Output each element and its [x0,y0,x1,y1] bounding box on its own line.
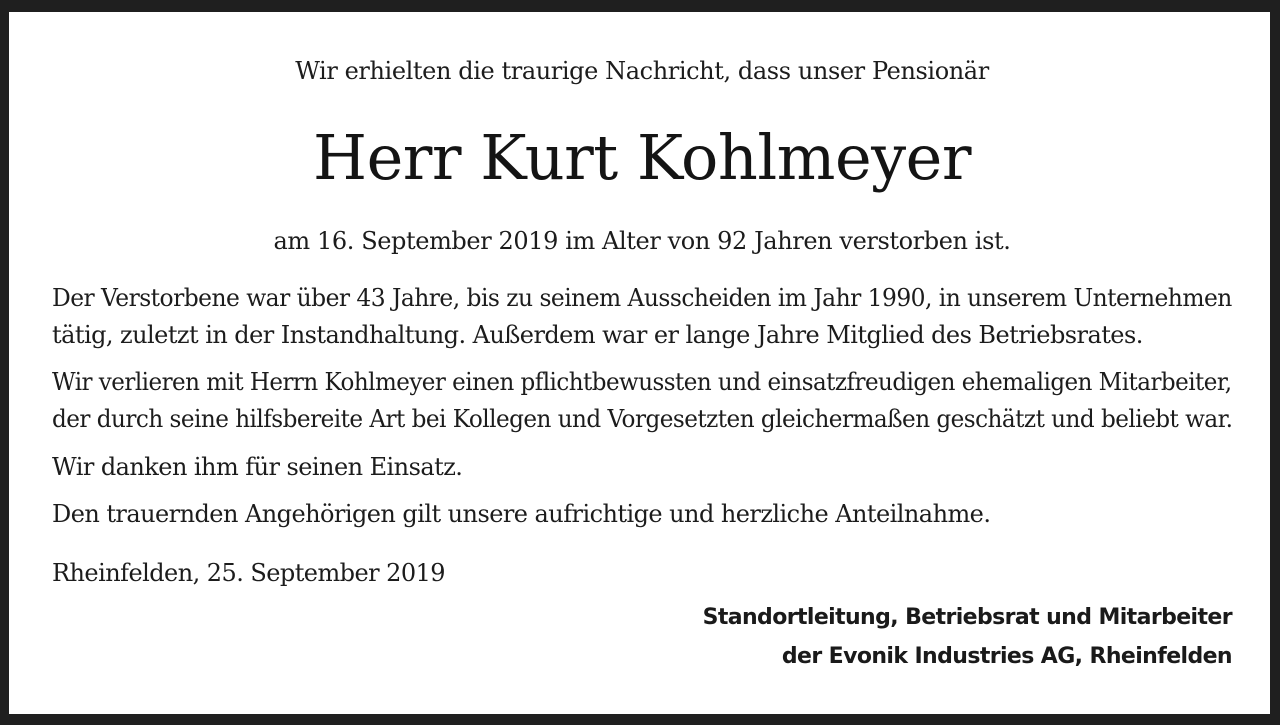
paragraph-career-line-2: tätig, zuletzt in der Instandhaltung. Außerdem war er lange Jahre Mitglied des Betriebsrates. [52,321,1143,349]
intro-text: Wir erhielten die traurige Nachricht, dass unser Pensionär [295,57,989,85]
death-date-text: am 16. September 2019 im Alter von 92 Jahren verstorben ist. [273,227,1011,255]
paragraph-tribute-line-2: der durch seine hilfsbereite Art bei Kollegen und Vorgesetzten gleichermaßen geschätzt und beliebt war. [52,405,1233,433]
paragraph-career-line-1: Der Verstorbene war über 43 Jahre, bis zu seinem Ausscheiden im Jahr 1990, in unserem Unternehmen [52,284,1232,312]
paragraph-tribute-line-1: Wir verlieren mit Herrn Kohlmeyer einen pflichtbewussten und einsatzfreudigen ehemaligen Mitarbeiter, [52,368,1232,396]
paragraph-condolences: Den trauernden Angehörigen gilt unsere aufrichtige und herzliche Anteilnahme. [52,500,991,528]
signature-line-1: Standortleitung, Betriebsrat und Mitarbeiter [702,605,1232,630]
place-and-date: Rheinfelden, 25. September 2019 [52,559,446,587]
deceased-name: Herr Kurt Kohlmeyer [313,121,971,194]
signature-line-2: der Evonik Industries AG, Rheinfelden [781,644,1232,669]
obituary-notice [52,0,1232,725]
paragraph-thanks: Wir danken ihm für seinen Einsatz. [52,453,463,481]
